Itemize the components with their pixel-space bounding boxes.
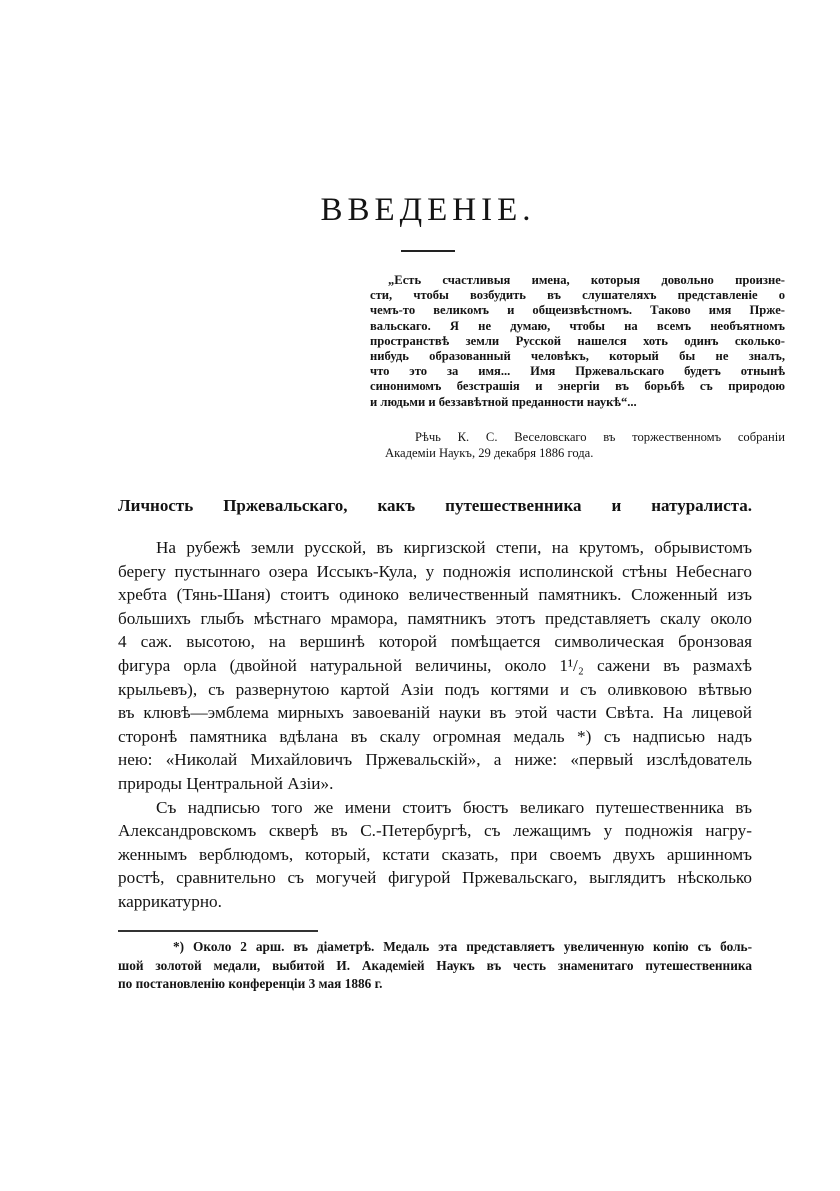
epigraph-line: нибудь образованный человѣкъ, который бы не зналъ,: [370, 349, 785, 364]
footnote: [118, 938, 752, 994]
body-line: берегу пустыннаго озера Иссыкъ-Кула, у подножія исполинской стѣны Небеснаго: [118, 561, 752, 581]
section-heading: Личность Пржевальскаго, какъ путешественника и натуралиста.: [118, 496, 752, 515]
epigraph-line: пространствѣ земли Русской нашелся хоть одинъ сколько-: [370, 333, 785, 348]
body-line: каррикатурно.: [118, 891, 222, 911]
body-line: большихъ глыбъ мѣстнаго мрамора, памятникъ этотъ представляетъ скалу около: [118, 608, 752, 628]
body-line: ростѣ, сравнительно съ могучей фигурой Пржевальскаго, выглядитъ нѣсколько: [118, 868, 752, 888]
body-line: женнымъ верблюдомъ, который, кстати сказать, при своемъ двухъ аршинномъ: [118, 844, 752, 864]
body-line: крыльевъ), съ развернутою картой Азіи подъ когтями и съ оливковою вѣтвью: [118, 679, 752, 699]
footnote-divider: [118, 930, 318, 932]
attribution-line: Рѣчь К. С. Веселовскаго въ торжественномъ собраніи: [415, 430, 785, 444]
epigraph-line: чемъ-то великомъ и общеизвѣстномъ. Таково имя Прже-: [370, 303, 785, 318]
body-text: [118, 536, 752, 914]
page-title: ВВЕДЕНІЕ.: [320, 192, 536, 228]
body-line: нею: «Николай Михайловичъ Пржевальскій», а ниже: «первый изслѣдователь: [118, 750, 752, 770]
body-line: Съ надписью того же имени стоитъ бюстъ великаго путешественника въ: [156, 797, 752, 817]
body-line: сторонѣ памятника вдѣлана въ скалу огромная медаль *) съ надписью надъ: [118, 726, 752, 746]
epigraph-line: что это за имя... Имя Пржевальскаго будетъ отнынѣ: [370, 364, 785, 379]
footnote-line: по постановленію конференціи 3 мая 1886 г.: [118, 976, 383, 991]
body-line: хребта (Тянь-Шаня) стоитъ одиноко величественный памятникъ. Сложенный изъ: [118, 585, 752, 605]
epigraph: [370, 273, 785, 410]
footnote-line: шой золотой медали, выбитой И. Академіей Наукъ въ честь знаменитаго путешественника: [118, 957, 752, 973]
body-line: въ клювѣ—эмблема мирныхъ завоеваній науки въ этой части Свѣта. На лицевой: [118, 703, 752, 723]
epigraph-line: сти, чтобы возбудить въ слушателяхъ представленіе о: [370, 288, 785, 303]
body-line: 4 саж. высотою, на вершинѣ которой помѣщается символическая бронзовая: [118, 632, 752, 652]
epigraph-line: „Есть счастливыя имена, которыя довольно произне-: [388, 273, 785, 287]
body-line: Александровскомъ скверѣ въ С.-Петербургѣ, съ лежащимъ у подножія нагру-: [118, 821, 752, 841]
body-line: природы Центральной Азіи».: [118, 773, 334, 793]
body-line: фигура орла (двойной натуральной величины, около 1¹/₂ сажени въ размахѣ: [118, 655, 752, 675]
attribution-line: Академіи Наукъ, 29 декабря 1886 года.: [385, 445, 594, 460]
body-line: На рубежѣ земли русской, въ киргизской степи, на крутомъ, обрывистомъ: [156, 538, 752, 557]
title-divider: [401, 250, 455, 252]
epigraph-line: синонимомъ безстрашія и энергіи въ борьбѣ съ природою: [370, 379, 785, 394]
epigraph-attribution: [385, 430, 785, 461]
epigraph-line: вальскаго. Я не думаю, чтобы на всемъ необъятномъ: [370, 318, 785, 333]
epigraph-line: и людьми и беззавѣтной преданности наукѣ“...: [370, 394, 637, 409]
footnote-line: *) Около 2 арш. въ діаметрѣ. Медаль эта представляетъ увеличенную копію съ боль-: [173, 939, 752, 954]
